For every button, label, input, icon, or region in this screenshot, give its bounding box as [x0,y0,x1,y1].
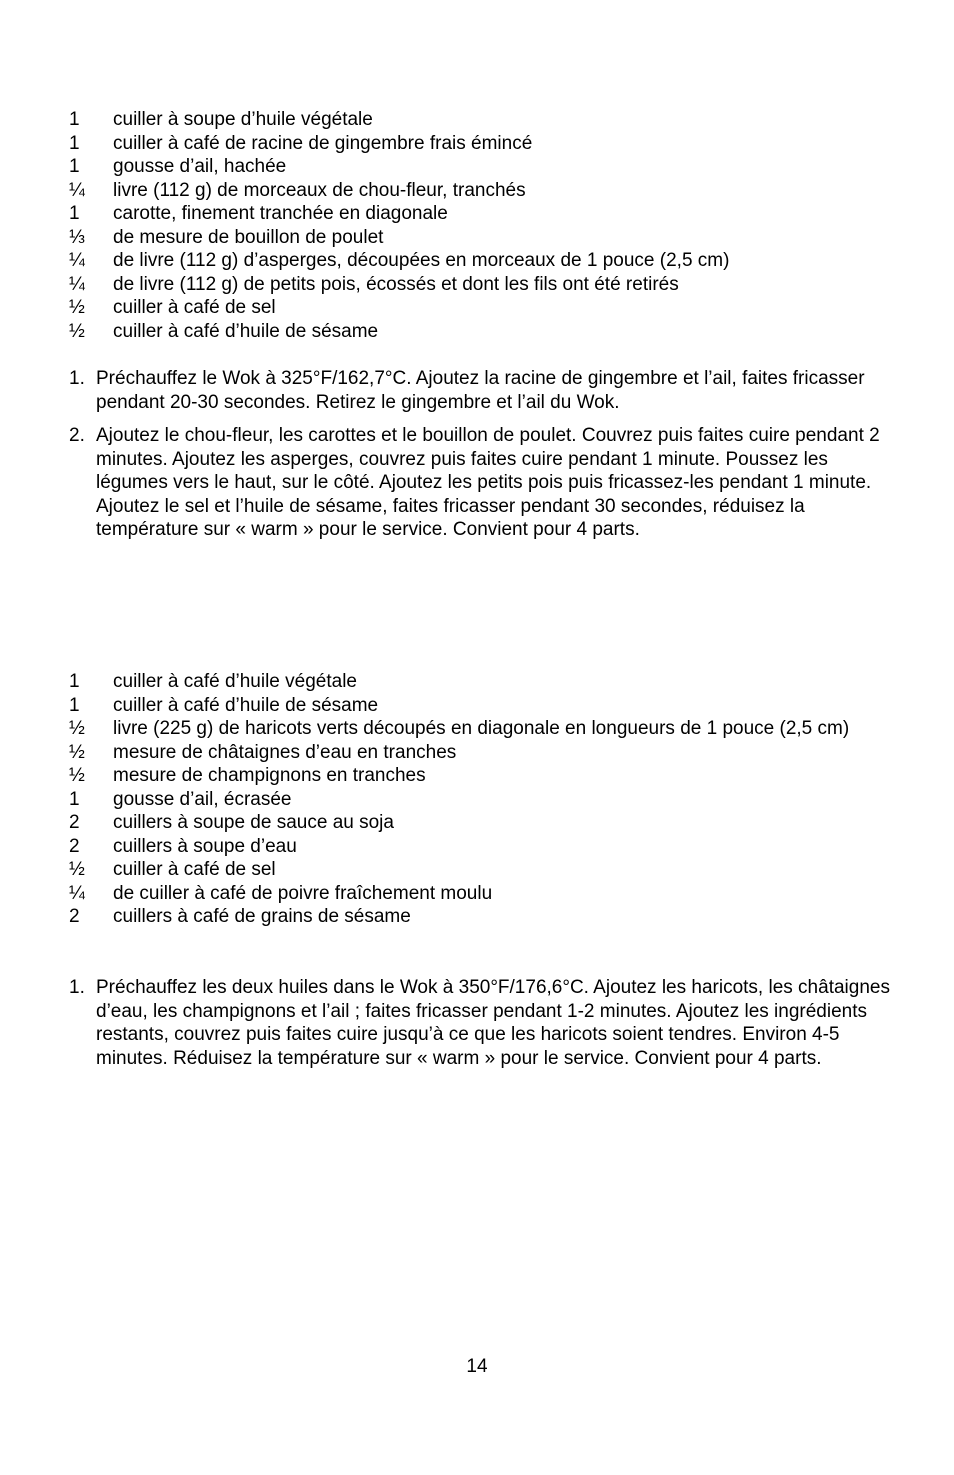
ingredient-item [69,694,899,718]
ingredient-text: livre (225 g) de haricots verts découpés en diagonale en longueurs de 1 pouce (2,5 cm) [113,718,850,739]
step-item [69,424,899,542]
ingredient-quantity: ⅓ [69,226,85,248]
ingredient-quantity: 1 [69,132,80,154]
recipe2-step-list [69,976,899,1070]
ingredient-text: de livre (112 g) d’asperges, découpées en morceaux de 1 pouce (2,5 cm) [113,250,730,271]
ingredient-item [69,273,899,297]
step-item [69,976,899,1070]
ingredient-text: cuillers à café de grains de sésame [113,906,411,927]
ingredient-item [69,835,899,859]
ingredient-item [69,741,899,765]
ingredient-text: cuiller à café de sel [113,859,276,880]
ingredient-quantity: ¼ [69,273,85,295]
ingredient-quantity: 1 [69,203,80,224]
step-number: 1. [69,368,85,389]
ingredient-text: cuiller à café d’huile de sésame [113,694,379,716]
ingredient-text: de cuiller à café de poivre fraîchement moulu [113,882,493,904]
ingredient-item [69,717,899,741]
ingredient-quantity: ½ [69,741,85,763]
ingredient-text: mesure de champignons en tranches [113,765,426,786]
step-number: 2. [69,425,85,446]
ingredient-text: cuiller à soupe d’huile végétale [113,109,373,130]
ingredient-item [69,132,899,156]
ingredient-text: de mesure de bouillon de poulet [113,226,384,248]
ingredient-item [69,882,899,906]
ingredient-item [69,179,899,203]
ingredient-quantity: 1 [69,671,80,692]
ingredient-text: cuiller à café d’huile végétale [113,671,357,692]
step-text: Ajoutez le chou-fleur, les carottes et le bouillon de poulet. Couvrez puis faites cuire pendant 2 minutes. Ajoutez les asperges, couvrez puis faites cuire pendant 1 minute. Poussez les légumes vers le haut, sur le côté. Ajoutez les petits pois puis fricassez-les pendant 1 minute. Ajoutez le sel et l’huile de sésame, faites fricasser pendant 30 secondes, réduisez la température sur « warm » pour le service. Convient pour 4 parts. [96,425,880,540]
ingredient-quantity: 2 [69,906,80,927]
ingredient-text: cuiller à café d’huile de sésame [113,320,379,342]
ingredient-item [69,249,899,273]
ingredient-quantity: ½ [69,718,85,739]
page-number: 14 [466,1356,488,1377]
ingredient-text: cuiller à café de racine de gingembre frais émincé [113,132,533,154]
ingredient-quantity: ½ [69,765,85,786]
ingredient-item [69,108,899,132]
ingredient-item [69,811,899,835]
step-item [69,367,899,414]
ingredient-quantity: 1 [69,694,80,716]
ingredient-quantity: 2 [69,812,80,833]
step-number: 1. [69,977,85,998]
ingredient-text: cuiller à café de sel [113,297,276,318]
ingredient-item [69,320,899,344]
ingredient-item [69,670,899,694]
ingredient-quantity: 1 [69,788,80,810]
ingredient-text: gousse d’ail, hachée [113,156,287,177]
ingredient-quantity: ¼ [69,179,85,201]
ingredient-item [69,764,899,788]
ingredient-quantity: ½ [69,320,85,342]
ingredient-item [69,155,899,179]
ingredient-quantity: ½ [69,859,85,880]
recipe1-ingredient-list [69,108,899,343]
ingredient-text: cuillers à soupe d’eau [113,835,297,857]
ingredient-item [69,858,899,882]
ingredient-item [69,226,899,250]
step-text: Préchauffez les deux huiles dans le Wok à 350°F/176,6°C. Ajoutez les haricots, les châtaignes d’eau, les champignons et l’ail ; faites fricasser pendant 1-2 minutes. Ajoutez les ingrédients restants, couvrez puis faites cuire jusqu’à ce que les haricots soient tendres. Environ 4-5 minutes. Réduisez la température sur « warm » pour le service. Convient pour 4 parts. [96,977,890,1069]
ingredient-text: de livre (112 g) de petits pois, écossés et dont les fils ont été retirés [113,273,679,295]
recipe2-ingredient-list [69,670,899,929]
ingredient-item [69,296,899,320]
recipe1-step-list [69,367,899,542]
ingredient-item [69,788,899,812]
ingredient-quantity: 1 [69,109,80,130]
ingredient-quantity: ¼ [69,882,85,904]
ingredient-quantity: ¼ [69,250,85,271]
ingredient-quantity: 2 [69,835,80,857]
ingredient-item [69,905,899,929]
ingredient-text: livre (112 g) de morceaux de chou-fleur, tranchés [113,179,526,201]
ingredient-quantity: ½ [69,297,85,318]
ingredient-text: gousse d’ail, écrasée [113,788,292,810]
ingredient-text: carotte, finement tranchée en diagonale [113,203,448,224]
ingredient-item [69,202,899,226]
ingredient-text: cuillers à soupe de sauce au soja [113,812,394,833]
ingredient-text: mesure de châtaignes d’eau en tranches [113,741,457,763]
ingredient-quantity: 1 [69,156,80,177]
step-text: Préchauffez le Wok à 325°F/162,7°C. Ajoutez la racine de gingembre et l’ail, faites fricasser pendant 20-30 secondes. Retirez le gingembre et l’ail du Wok. [96,368,865,413]
